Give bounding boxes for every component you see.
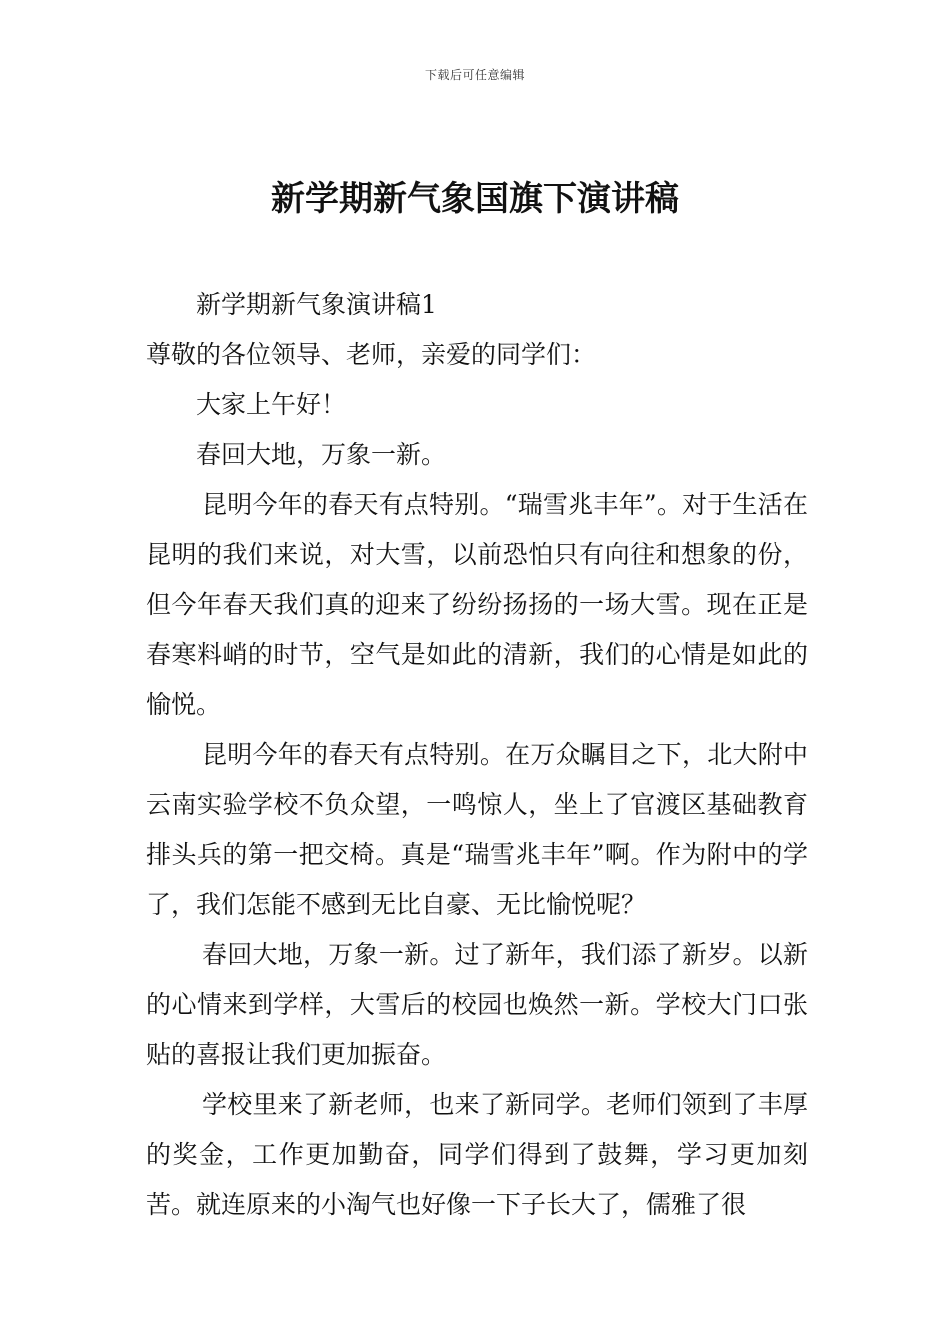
paragraph-greeting: 大家上午好！ [196,390,347,419]
paragraph-new-teachers: 学校里来了新老师，也来了新同学。老师们领到了丰厚的奖金，工作更加勤奋，同学们得到了鼓舞，学习更加刻苦。就连原来的小淘气也好像一下子长大了，儒雅了很 [146,1090,808,1219]
document-body [146,280,808,1230]
header-note: 下载后可任意编辑 [424,68,525,82]
paragraph-salutation: 尊敬的各位领导、老师，亲爱的同学们： [146,340,597,369]
paragraph-new-year: 春回大地，万象一新。过了新年，我们添了新岁。以新的心情来到学样，大雪后的校园也焕然一新。学校大门口张贴的喜报让我们更加振奋。 [146,940,808,1069]
paragraph-school-honor: 昆明今年的春天有点特别。在万众瞩目之下，北大附中云南实验学校不负众望，一鸣惊人，坐上了官渡区基础教育排头兵的第一把交椅。真是“瑞雪兆丰年”啊。作为附中的学了，我们怎能不感到无比自豪、无比愉悦呢？ [146,740,808,919]
document-title: 新学期新气象国旗下演讲稿 [271,179,679,219]
paragraph-subtitle: 新学期新气象演讲稿1 [196,290,437,319]
paragraph-spring-snow: 昆明今年的春天有点特别。“瑞雪兆丰年”。对于生活在昆明的我们来说，对大雪，以前恐怕只有向往和想象的份，但今年春天我们真的迎来了纷纷扬扬的一场大雪。现在正是春寒料峭的时节，空气是如此的清新，我们的心情是如此的愉悦。 [146,490,808,719]
paragraph-opening: 春回大地，万象一新。 [196,440,447,469]
